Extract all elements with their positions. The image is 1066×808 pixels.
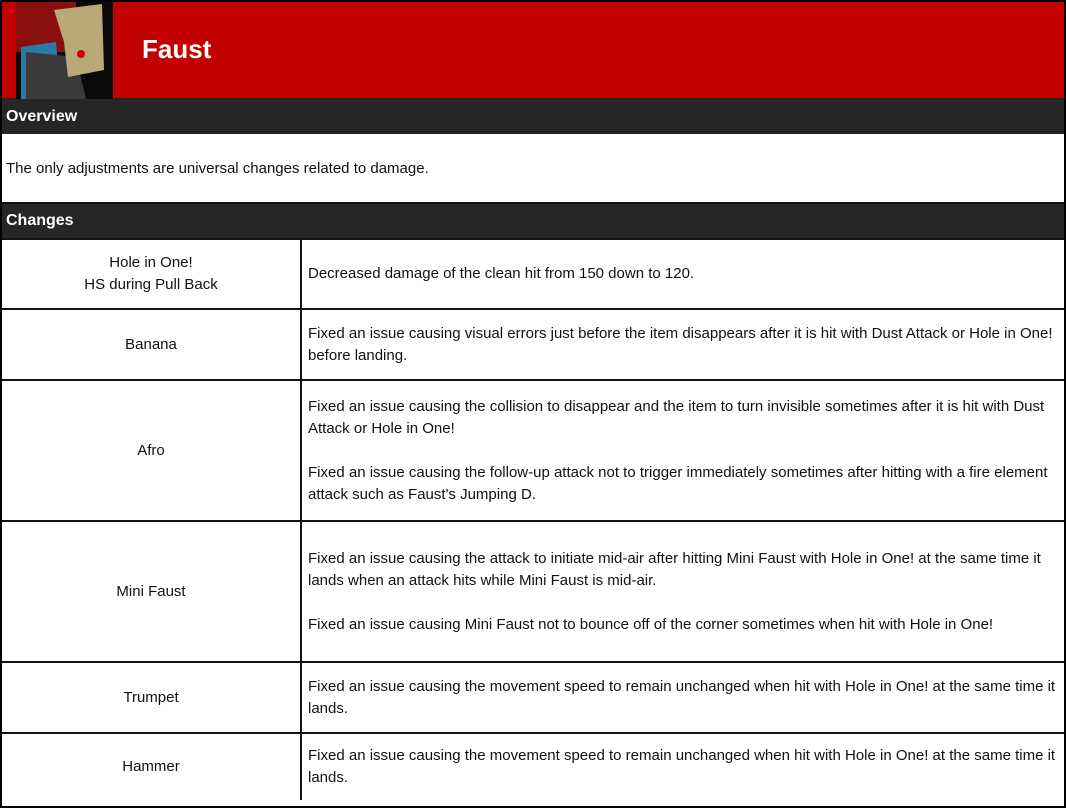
move-name-cell <box>2 734 302 800</box>
table-row <box>2 732 1064 800</box>
changes-table <box>2 238 1064 800</box>
character-header <box>2 2 1064 99</box>
move-name-cell <box>2 663 302 732</box>
change-notes-cell <box>302 381 1064 520</box>
change-note: Fixed an issue causing the movement speed to remain unchanged when hit with Hole in One! at the same time it lands. <box>308 677 1056 717</box>
change-note: Fixed an issue causing the collision to disappear and the item to turn invisible sometimes after it is hit with Dust Attack or Hole in One! <box>308 397 1045 437</box>
move-name-cell <box>2 381 302 520</box>
table-row <box>2 661 1064 732</box>
overview-text: The only adjustments are universal changes related to damage. <box>2 134 1064 204</box>
overview-heading: Overview <box>2 99 1064 134</box>
change-notes-cell <box>302 734 1064 800</box>
character-portrait <box>16 2 113 99</box>
change-notes-cell <box>302 240 1064 308</box>
move-name-cell <box>2 240 302 308</box>
changes-heading: Changes <box>2 204 1064 238</box>
table-row <box>2 520 1064 661</box>
move-name-cell <box>2 310 302 379</box>
change-note: Fixed an issue causing Mini Faust not to bounce off of the corner sometimes when hit with Hole in One! <box>308 615 994 633</box>
table-row <box>2 238 1064 308</box>
move-name: Trumpet <box>123 688 179 706</box>
move-name: Afro <box>137 441 165 459</box>
move-name: Hole in One! <box>109 254 193 271</box>
change-note: Decreased damage of the clean hit from 150 down to 120. <box>308 265 695 282</box>
change-notes-cell <box>302 310 1064 379</box>
change-notes-cell <box>302 663 1064 732</box>
table-row <box>2 308 1064 379</box>
move-name: Hammer <box>122 758 180 775</box>
character-name: Faust <box>142 34 212 64</box>
change-note: Fixed an issue causing visual errors just before the item disappears after it is hit with Dust Attack or Hole in One! before landing. <box>308 324 1053 364</box>
move-name: Banana <box>125 335 177 353</box>
table-row <box>2 379 1064 520</box>
move-name: Mini Faust <box>116 582 186 600</box>
patch-notes <box>2 2 1064 806</box>
move-name-cell <box>2 522 302 661</box>
move-name: HS during Pull Back <box>84 276 218 293</box>
change-note: Fixed an issue causing the movement speed to remain unchanged when hit with Hole in One! at the same time it lands. <box>308 747 1056 786</box>
change-note: Fixed an issue causing the attack to initiate mid-air after hitting Mini Faust with Hole in One! at the same time it lands when an attack hits while Mini Faust is mid-air. <box>308 549 1041 589</box>
change-note: Fixed an issue causing the follow-up attack not to trigger immediately sometimes after hitting with a fire element attack such as Faust's Jumping D. <box>308 463 1048 503</box>
change-notes-cell <box>302 522 1064 661</box>
